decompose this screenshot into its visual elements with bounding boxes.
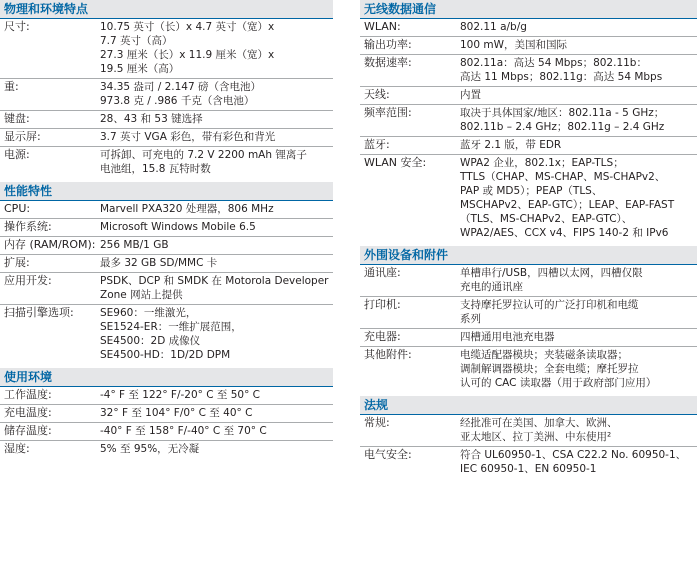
spec-label: 充电温度: (4, 406, 52, 419)
spec-value: SE960：一维激光， SE1524-ER：一维扩展范围， SE4500：2D 成像仪 SE4500-HD：1D/2D DPM (100, 307, 242, 361)
section-wireless (360, 0, 697, 242)
spec-label: 通讯座: (364, 266, 401, 279)
section-title: 无线数据通信 (360, 0, 697, 19)
right-column (360, 0, 697, 478)
spec-label: 电气安全: (364, 448, 412, 461)
spec-label: 打印机: (364, 298, 401, 311)
spec-value: 28、43 和 53 键选择 (100, 113, 203, 125)
spec-label: CPU: (4, 202, 31, 215)
spec-value: 支持摩托罗拉认可的广泛打印机和电缆 系列 (460, 299, 639, 325)
section-physical (0, 0, 333, 178)
spec-row (360, 37, 697, 55)
spec-label: 湿度: (4, 442, 30, 455)
spec-label: 储存温度: (4, 424, 52, 437)
spec-label: 操作系统: (4, 220, 52, 233)
spec-row (360, 19, 697, 37)
section-title: 使用环境 (0, 368, 333, 387)
spec-row (0, 79, 333, 111)
spec-value: 5% 至 95%，无冷凝 (100, 443, 200, 455)
spec-label: 显示屏: (4, 130, 41, 143)
spec-row (360, 415, 697, 447)
spec-value: 34.35 盎司 / 2.147 磅（含电池） 973.8 克 / .986 千克（含电池） (100, 81, 262, 107)
spec-row (360, 137, 697, 155)
spec-row (0, 387, 333, 405)
section-title: 外围设备和附件 (360, 246, 697, 265)
spec-label: 输出功率: (364, 38, 412, 51)
spec-value: Marvell PXA320 处理器，806 MHz (100, 203, 274, 215)
spec-label: 数据速率: (364, 56, 412, 69)
spec-row (0, 219, 333, 237)
section-title: 性能特性 (0, 182, 333, 201)
left-column (0, 0, 333, 458)
spec-label: 充电器: (364, 330, 401, 343)
spec-value: 10.75 英寸（长）x 4.7 英寸（宽）x 7.7 英寸（高） 27.3 厘米（长）x 11.9 厘米（宽）x 19.5 厘米（高） (100, 21, 275, 75)
section-peripherals (360, 246, 697, 392)
spec-label: WLAN 安全: (364, 156, 427, 169)
section-title: 物理和环境特点 (0, 0, 333, 19)
spec-label: 工作温度: (4, 388, 52, 401)
spec-value: 内置 (460, 89, 481, 101)
spec-value: 取决于具体国家/地区：802.11a - 5 GHz； 802.11b – 2.4 GHz；802.11g – 2.4 GHz (460, 107, 665, 133)
spec-row (360, 105, 697, 137)
spec-label: 电源: (4, 148, 30, 161)
spec-label: 扩展: (4, 256, 30, 269)
spec-value: 100 mW，美国和国际 (460, 39, 567, 51)
spec-row (0, 201, 333, 219)
spec-value: -40° F 至 158° F/-40° C 至 70° C (100, 425, 267, 437)
spec-row (0, 255, 333, 273)
spec-row (360, 265, 697, 297)
spec-value: Microsoft Windows Mobile 6.5 (100, 221, 256, 233)
spec-label: 应用开发: (4, 274, 52, 287)
spec-row (0, 423, 333, 441)
spec-value: 符合 UL60950-1、CSA C22.2 No. 60950-1、 IEC 60950-1、EN 60950-1 (460, 449, 687, 475)
spec-value: 可拆卸、可充电的 7.2 V 2200 mAh 锂离子 电池组，15.8 瓦特时数 (100, 149, 307, 175)
spec-row (0, 19, 333, 79)
spec-label: 蓝牙: (364, 138, 390, 151)
spec-row (0, 441, 333, 458)
spec-value: 四槽通用电池充电器 (460, 331, 555, 343)
spec-value: 802.11a：高达 54 Mbps；802.11b： 高达 11 Mbps；802.11g：高达 54 Mbps (460, 57, 663, 83)
spec-value: 单槽串行/USB，四槽以太网，四槽仅限 充电的通讯座 (460, 267, 643, 293)
spec-label: 扫描引擎选项: (4, 306, 74, 319)
section-regulatory (360, 396, 697, 478)
spec-row (0, 273, 333, 305)
spec-row (0, 129, 333, 147)
spec-value: 蓝牙 2.1 版，带 EDR (460, 139, 562, 151)
spec-row (360, 347, 697, 392)
spec-value: 最多 32 GB SD/MMC 卡 (100, 257, 218, 269)
spec-row (360, 297, 697, 329)
spec-label: 其他附件: (364, 348, 412, 361)
spec-label: WLAN: (364, 20, 401, 33)
spec-value: 3.7 英寸 VGA 彩色，带有彩色和背光 (100, 131, 276, 143)
spec-row (360, 87, 697, 105)
spec-row (0, 147, 333, 178)
section-title: 法规 (360, 396, 697, 415)
spec-value: WPA2 企业，802.1x；EAP-TLS； TTLS（CHAP、MS-CHAP、MS-CHAPv2、 PAP 或 MD5）；PEAP（TLS、 MSCHAPv2、EAP-GTC）；LEAP、EAP-FAST （TLS、MS-CHAPv2、EAP-GTC）、 WPA2/AES、CCX v4、FIPS 140-2 和 IPv6 (460, 157, 675, 239)
spec-row (0, 405, 333, 423)
spec-row (0, 305, 333, 364)
spec-label: 天线: (364, 88, 390, 101)
spec-label: 内存 (RAM/ROM): (4, 238, 96, 251)
spec-row (0, 111, 333, 129)
spec-row (360, 155, 697, 242)
spec-label: 重: (4, 80, 19, 93)
spec-label: 键盘: (4, 112, 30, 125)
spec-label: 常规: (364, 416, 390, 429)
spec-row (360, 447, 697, 478)
spec-value: 256 MB/1 GB (100, 239, 169, 251)
spec-row (0, 237, 333, 255)
spec-value: 电缆适配器模块；夹装磁条读取器； 调制解调器模块；全套电缆；摩托罗拉 认可的 CAC 读取器（用于政府部门应用） (460, 349, 657, 389)
spec-row (360, 329, 697, 347)
section-performance (0, 182, 333, 364)
spec-label: 频率范围: (364, 106, 412, 119)
section-environment (0, 368, 333, 458)
spec-label: 尺寸: (4, 20, 30, 33)
spec-value: 经批准可在美国、加拿大、欧洲、 亚太地区、拉丁美洲、中东使用² (460, 417, 618, 443)
spec-value: 32° F 至 104° F/0° C 至 40° C (100, 407, 253, 419)
spec-value: 802.11 a/b/g (460, 21, 527, 33)
spec-value: -4° F 至 122° F/-20° C 至 50° C (100, 389, 261, 401)
spec-row (360, 55, 697, 87)
spec-value: PSDK、DCP 和 SMDK 在 Motorola Developer Zone 网站上提供 (100, 275, 329, 301)
